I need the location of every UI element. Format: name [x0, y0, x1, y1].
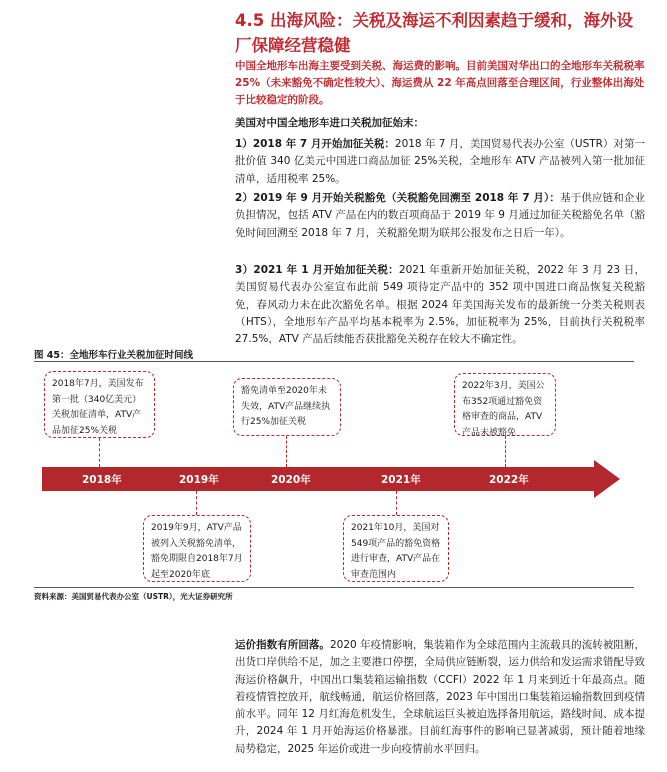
figure-title: 图 45：全地形车行业关税加征时间线: [34, 350, 194, 361]
year-2020: 2020年: [271, 474, 311, 486]
callout-2022: 2022年3月，美国公布352项通过豁免资格审查的商品，ATV产品未被豁免: [454, 373, 556, 436]
shipping-paragraph: [235, 637, 645, 758]
year-2018: 2018年: [82, 474, 122, 486]
callout-2020: 豁免清单至2020年未失效，ATV产品继续执行25%加征关税: [233, 378, 341, 436]
tariff-point-3-title: 3）2021 年 1 月开始加征关税：: [235, 264, 399, 276]
shipping-lead: 运价指数有所回落。: [235, 639, 330, 651]
timeline-arrow-icon: [594, 460, 620, 498]
tariff-point-3-body: 2021 年重新开始加征关税，2022 年 3 月 23 日，美国贸易代表办公室宣布此前 549 项待定产品中的 352 项中国进口商品恢复关税豁免，春风动力未在此次豁免名单。根据 2024 年美国海关发布的最新统一分类关税则表（HTS），全地形车产品平均基本税率为 2.5%，加征税率为 25%，目前执行关税税率 27.5%，ATV 产品后续能否获批豁免关税存在较大不确定性。: [235, 264, 645, 346]
tariff-point-2-title: 2）2019 年 9 月开始关税豁免（关税豁免回溯至 2018 年 7 月）：: [235, 192, 561, 204]
year-2021: 2021年: [381, 474, 421, 486]
tariff-point-2-body: 基于供应链和企业负担情况，包括 ATV 产品在内的数百项商品于 2019 年 9 月通过加征关税豁免名单（豁免时间回溯至 2018 年 7 月，关税豁免期为联邦公报发布之日后一年）。: [235, 192, 646, 239]
figure-source: 资料来源：美国贸易代表办公室（USTR），光大证券研究所: [34, 592, 233, 601]
tariff-point-1: [235, 136, 645, 188]
tariff-point-3: [235, 262, 645, 348]
tariff-point-1-body: 2018 年 7 月，美国贸易代表办公室（USTR）对第一批价值 340 亿美元中国进口商品加征 25%关税，全地形车 ATV 产品被列入第一批加征清单，适用税率 25%。: [235, 138, 645, 185]
callout-2019: 2019年9月，ATV产品被列入关税豁免清单，豁免期限自2018年7月起至2020年底: [143, 515, 251, 582]
callout-2018: 2018年7月，美国发布第一批（340亿美元）关税加征清单，ATV产品加征25%关税: [44, 371, 155, 438]
connector-2018: [99, 438, 100, 467]
tariff-intro: 美国对中国全地形车进口关税加征始末：: [235, 117, 424, 129]
tariff-point-2: [235, 190, 645, 242]
connector-2019: [196, 491, 197, 515]
shipping-body: 2020 年疫情影响，集装箱作为全球范围内主流载具的流转被阻断，出货口岸供给不足，加之主要港口停摆，全局供应链断裂，运力供给和发运需求错配导致海运价格飙升，中国出口集装箱运输指数（CCFI）2022 年 1 月来到近十年最高点。随着疫情管控放开，航线畅通，航运价格回落，2023 年中国出口集装箱运输指数回到疫情前水平。同年 12 月红海危机发生，全球航运巨头被迫选择备用航运，路线时间、成本提升，2024 年 1 月开始海运价格暴涨。目前红海事件的影响已显著减弱，预计随着地缘局势稳定，2025 年运价或进一步向疫情前水平回归。: [235, 639, 645, 755]
connector-2021: [396, 491, 397, 515]
tariff-point-1-title: 1）2018 年 7 月开始加征关税：: [235, 138, 395, 150]
year-2022: 2022年: [489, 474, 529, 486]
year-2019: 2019年: [179, 474, 219, 486]
connector-2020: [286, 436, 287, 467]
callout-2021: 2021年10月，美国对549项产品的豁免资格进行审查，ATV产品在审查范围内: [343, 515, 449, 582]
section-summary: 中国全地形车出海主要受到关税、海运费的影响。目前美国对华出口的全地形车关税税率 25%（未来豁免不确定性较大）、海运费从 22 年高点回落至合理区间，行业整体出海处于比较稳定的阶段。: [235, 60, 645, 106]
section-heading: 4.5 出海风险：关税及海运不利因素趋于缓和，海外设厂保障经营稳健: [235, 11, 633, 55]
connector-2022: [505, 436, 506, 467]
figure-bottom-rule: [34, 587, 634, 588]
figure-top-rule: [34, 361, 634, 362]
